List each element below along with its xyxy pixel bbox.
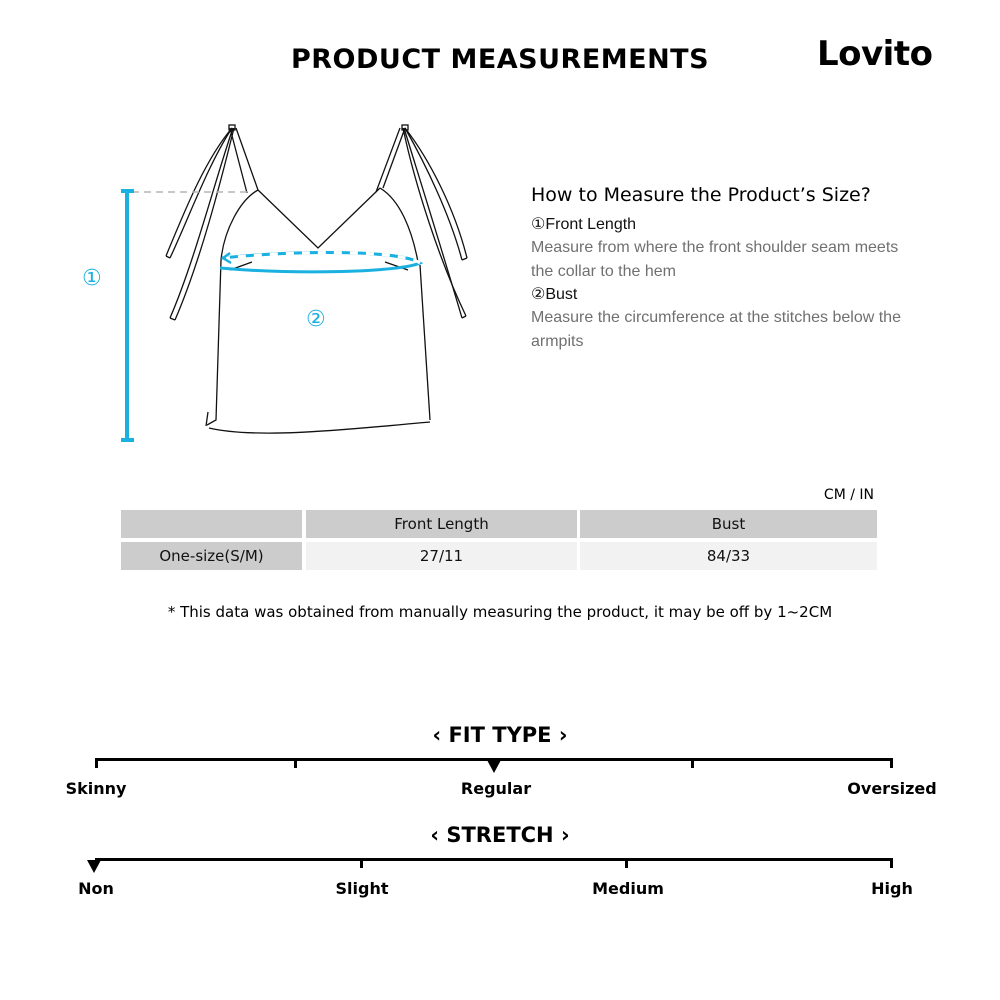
page-title: PRODUCT MEASUREMENTS [290, 44, 710, 75]
unit-label: CM / IN [823, 487, 874, 503]
stretch-label-non: Non [78, 879, 114, 898]
fit-type-title: ‹ FIT TYPE › [432, 723, 568, 747]
table-row-size: One-size(S/M) [121, 542, 302, 570]
stretch-axis [95, 858, 893, 861]
fit-type-label-skinny: Skinny [65, 779, 127, 798]
fit-type-pointer-icon [487, 760, 501, 773]
stretch-label-slight: Slight [335, 879, 389, 898]
table-cell-front-length: 27/11 [306, 542, 577, 570]
guide-item-bust-title: ②Bust [531, 286, 578, 303]
stretch-label-medium: Medium [592, 879, 664, 898]
table-header-front-length: Front Length [306, 510, 577, 538]
stretch-pointer-icon [87, 860, 101, 873]
measurement-guide [531, 184, 951, 354]
guide-item-bust-desc: Measure the circumference at the stitches below the armpits [531, 309, 901, 350]
guide-item-front-length-title: ①Front Length [531, 216, 637, 233]
stretch-label-high: High [871, 879, 913, 898]
fit-type-tick [890, 758, 893, 768]
bust-marker: ② [306, 307, 326, 332]
fit-type-tick [294, 758, 297, 768]
stretch-tick [625, 858, 628, 868]
stretch-tick [890, 858, 893, 868]
camisole-illustration [0, 100, 500, 460]
guide-title: How to Measure the Product’s Size? [531, 184, 871, 206]
table-cell-bust: 84/33 [580, 542, 877, 570]
garment-diagram [0, 100, 500, 460]
stretch-title: ‹ STRETCH › [430, 823, 570, 847]
fit-type-label-oversized: Oversized [847, 779, 937, 798]
table-header-blank [121, 510, 302, 538]
measurement-note: * This data was obtained from manually measuring the product, it may be off by 1~2CM [167, 603, 833, 621]
guide-item-front-length-desc: Measure from where the front shoulder seam meets the collar to the hem [531, 239, 899, 280]
front-length-marker: ① [82, 266, 102, 291]
brand-logo: Lovito [817, 34, 933, 74]
fit-type-label-regular: Regular [460, 779, 532, 798]
fit-type-tick [691, 758, 694, 768]
table-header-bust: Bust [580, 510, 877, 538]
stretch-tick [360, 858, 363, 868]
fit-type-tick [95, 758, 98, 768]
